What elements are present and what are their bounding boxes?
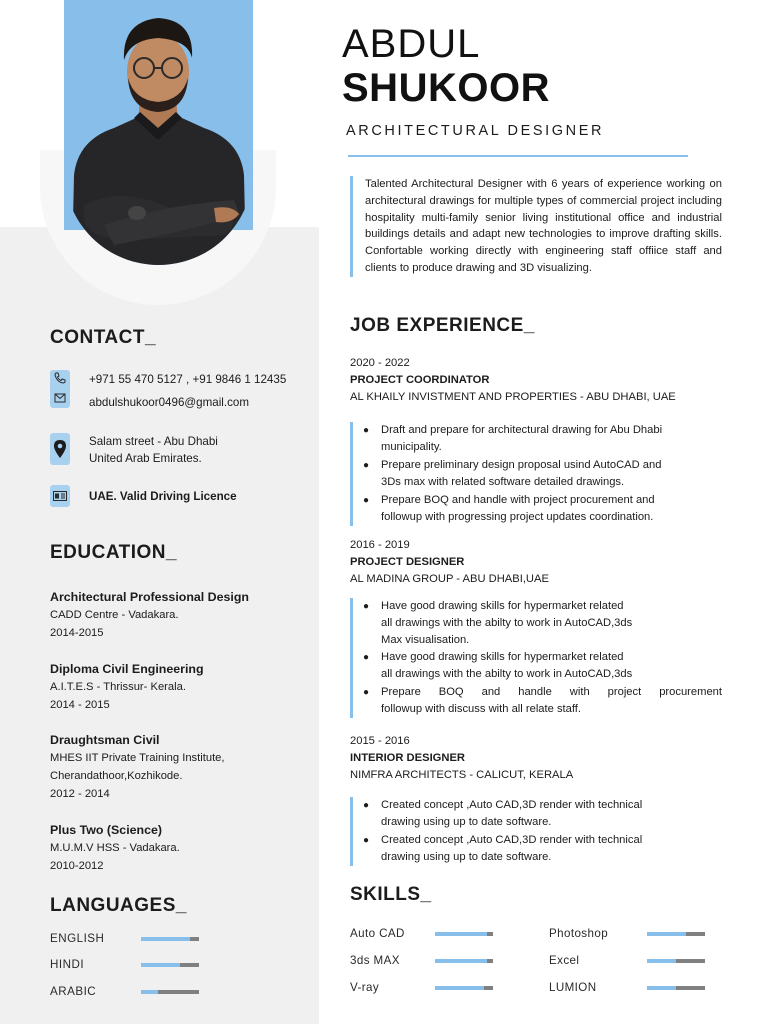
bullet-line: drawing using up to date software. xyxy=(381,851,552,863)
skill-level-fill xyxy=(647,986,676,990)
job-header xyxy=(350,537,730,588)
education-institute: A.I.T.E.S - Thrissur- Kerala. xyxy=(50,681,186,693)
job-period: 2016 - 2019 xyxy=(350,539,410,551)
education-title: Diploma Civil Engineering xyxy=(50,662,204,676)
bullet-line: Prepare BOQ and handle with project procurement and xyxy=(381,494,655,506)
language-row xyxy=(50,985,210,999)
job-bullet: ● Created concept ,Auto CAD,3D render with technical drawing using up to date software. xyxy=(363,797,722,831)
language-level-bar xyxy=(141,937,199,941)
education-years: 2014 - 2015 xyxy=(50,699,110,711)
skill-level-fill xyxy=(647,932,686,936)
bullet-line: drawing using up to date software. xyxy=(381,816,552,828)
education-item xyxy=(50,821,310,875)
driving-licence: UAE. Valid Driving Licence xyxy=(89,490,237,503)
skill-row xyxy=(549,981,709,995)
job-position: PROJECT COORDINATOR xyxy=(350,374,490,386)
education-title: Plus Two (Science) xyxy=(50,823,162,837)
job-bullet: ● Have good drawing skills for hypermarket related all drawings with the abilty to work in AutoCAD,3ds Max visualisation. xyxy=(363,598,722,649)
job-period: 2020 - 2022 xyxy=(350,357,410,369)
languages-heading: LANGUAGES_ xyxy=(50,895,187,916)
language-name: HINDI xyxy=(50,958,85,971)
bullet-line: Prepare preliminary design proposal usind AutoCAD and xyxy=(381,459,662,471)
job-bullets xyxy=(350,797,722,866)
education-item xyxy=(50,660,310,714)
job-company: AL MADINA GROUP - ABU DHABI,UAE xyxy=(350,573,549,585)
job-bullet: ● Prepare BOQ and handle with project procurement followup with discuss with all relate staff. xyxy=(363,684,722,718)
skill-level-bar xyxy=(435,986,493,990)
skill-level-fill xyxy=(435,986,484,990)
job-position: INTERIOR DESIGNER xyxy=(350,752,465,764)
bullet-line: all drawings with the abilty to work in AutoCAD,3ds xyxy=(381,617,633,629)
address-line-2: United Arab Emirates. xyxy=(89,452,202,465)
contact-phone xyxy=(50,370,315,411)
education-title: Architectural Professional Design xyxy=(50,590,249,604)
experience-heading: JOB EXPERIENCE_ xyxy=(350,315,535,336)
language-level-fill xyxy=(141,963,180,967)
education-years: 2010-2012 xyxy=(50,860,104,872)
bullet-line: Have good drawing skills for hypermarket related xyxy=(381,600,624,612)
first-name: ABDUL xyxy=(342,22,481,66)
job-bullets xyxy=(350,422,722,526)
skill-level-fill xyxy=(435,959,487,963)
bullet-line: followup with progressing project updates coordination. xyxy=(381,511,654,523)
education-institute: MHES IIT Private Training Institute, xyxy=(50,752,225,764)
language-level-bar xyxy=(141,963,199,967)
job-bullet: ● Have good drawing skills for hypermarket related all drawings with the abilty to work in AutoCAD,3ds xyxy=(363,649,722,683)
skill-level-bar xyxy=(435,959,493,963)
job-position: PROJECT DESIGNER xyxy=(350,556,465,568)
contact-heading: CONTACT_ xyxy=(50,327,157,348)
education-heading: EDUCATION_ xyxy=(50,542,178,563)
skill-level-bar xyxy=(647,986,705,990)
id-card-icon xyxy=(50,485,70,507)
email-address[interactable]: abdulshukoor0496@gmail.com xyxy=(89,396,250,409)
skill-row xyxy=(350,954,500,968)
job-company: NIMFRA ARCHITECTS - CALICUT, KERALA xyxy=(350,769,574,781)
last-name: SHUKOOR xyxy=(342,66,550,110)
job-role: ARCHITECTURAL DESIGNER xyxy=(346,123,605,139)
job-header xyxy=(350,733,730,784)
education-years: 2014-2015 xyxy=(50,627,104,639)
education-years: 2012 - 2014 xyxy=(50,788,110,800)
bullet-line: municipality. xyxy=(381,441,442,453)
bullet-line: Max visualisation. xyxy=(381,634,470,646)
location-pin-icon xyxy=(50,433,70,465)
bullet-line: Draft and prepare for architectural drawing for Abu Dhabi xyxy=(381,424,663,436)
language-name: ARABIC xyxy=(50,985,97,998)
education-item xyxy=(50,588,310,642)
job-bullet: ● Prepare preliminary design proposal usind AutoCAD and 3Ds max with related software detailed drawings. xyxy=(363,457,722,491)
language-level-fill xyxy=(141,937,190,941)
skill-row xyxy=(350,927,500,941)
job-bullets xyxy=(350,598,722,718)
phone-mail-icon-strip xyxy=(50,370,70,408)
job-company: AL KHAILY INVISTMENT AND PROPERTIES - ABU DHABI, UAE xyxy=(350,391,676,403)
skill-level-fill xyxy=(647,959,676,963)
profile-photo xyxy=(64,0,253,265)
skill-level-bar xyxy=(435,932,493,936)
skill-name: Photoshop xyxy=(549,927,609,940)
job-header xyxy=(350,355,730,406)
education-location: Cherandathoor,Kozhikode. xyxy=(50,770,183,782)
skill-level-fill xyxy=(435,932,487,936)
skill-row xyxy=(549,954,709,968)
skill-name: V-ray xyxy=(350,981,380,994)
language-level-bar xyxy=(141,990,199,994)
skill-name: 3ds MAX xyxy=(350,954,400,967)
mail-icon xyxy=(50,390,70,408)
job-period: 2015 - 2016 xyxy=(350,735,410,747)
skill-level-bar xyxy=(647,959,705,963)
bullet-line: Prepare BOQ and handle with project procurement xyxy=(381,686,722,698)
header-divider xyxy=(348,155,688,157)
job-bullet: ● Draft and prepare for architectural drawing for Abu Dhabi municipality. xyxy=(363,422,722,456)
skill-name: LUMION xyxy=(549,981,597,994)
job-bullet: ● Prepare BOQ and handle with project procurement and followup with progressing project updates coordination. xyxy=(363,492,722,526)
education-title: Draughtsman Civil xyxy=(50,733,160,747)
contact-address xyxy=(50,433,315,467)
language-name: ENGLISH xyxy=(50,932,105,945)
profile-summary: Talented Architectural Designer with 6 years of experience working on architectural drawings for multiple types of commercial project including hospitality multi-family senior living institutional office and industrial buildings details and adapt new technologies to improve drafting skills. Confortable working directly with engineering staff offiice staff and clients to produce drawing and 3D visualizing. xyxy=(350,176,722,277)
skill-name: Excel xyxy=(549,954,580,967)
education-institute: M.U.M.V HSS - Vadakara. xyxy=(50,842,180,854)
language-level-fill xyxy=(141,990,158,994)
address-line-1: Salam street - Abu Dhabi xyxy=(89,435,218,448)
contact-licence xyxy=(50,485,315,507)
skill-row xyxy=(549,927,709,941)
education-item xyxy=(50,731,310,803)
job-bullet: ● Created concept ,Auto CAD,3D render with technical drawing using up to date software. xyxy=(363,832,722,866)
phone-number[interactable]: +971 55 470 5127 , +91 9846 1 12435 xyxy=(89,373,287,386)
bullet-line: all drawings with the abilty to work in AutoCAD,3ds xyxy=(381,668,633,680)
education-institute: CADD Centre - Vadakara. xyxy=(50,609,179,621)
bullet-line: Created concept ,Auto CAD,3D render with technical xyxy=(381,799,643,811)
bullet-line: 3Ds max with related software detailed drawings. xyxy=(381,476,625,488)
bullet-line: Have good drawing skills for hypermarket related xyxy=(381,651,624,663)
skill-name: Auto CAD xyxy=(350,927,405,940)
skill-row xyxy=(350,981,500,995)
language-row xyxy=(50,958,210,972)
bullet-line: followup with discuss with all relate staff. xyxy=(381,703,582,715)
phone-icon xyxy=(50,371,70,389)
skill-level-bar xyxy=(647,932,705,936)
language-row xyxy=(50,932,210,946)
skills-heading: SKILLS_ xyxy=(350,884,432,905)
bullet-line: Created concept ,Auto CAD,3D render with technical xyxy=(381,834,643,846)
